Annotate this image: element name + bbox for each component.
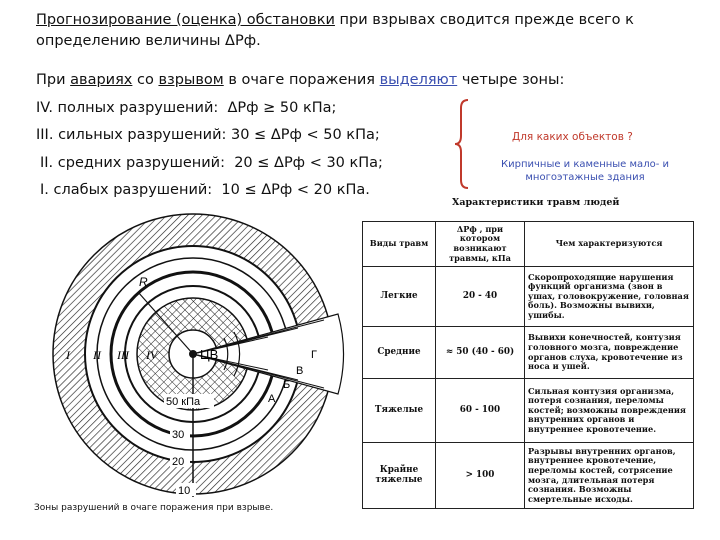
table-title: Характеристики травм людей [452,197,620,208]
zones-head-c: со [132,72,159,88]
col-header-type: Виды травм [363,222,436,267]
zone-text: слабых разрушений: [53,182,213,198]
cell-value: 60 - 100 [436,379,525,443]
brace-icon [452,98,476,190]
intro-dp: ΔРф [225,33,257,49]
zones-heading [36,72,564,88]
radius-label: R [139,275,148,289]
answer-label: Кирпичные и каменные мало- и многоэтажные здания [501,159,669,183]
zone-text: полных разрушений: [57,100,219,116]
scale-label-10: 10 [178,485,191,497]
zone-label-i: I [66,348,70,362]
intro-underlined: Прогнозирование (оценка) обстановки [36,12,335,28]
zones-head-g: четыре зоны: [457,72,565,88]
cell-desc: Скоропроходящие нарушения функций организма (звон в ушах, головокружение, головная боль). Возможны вывихи, ушибы. [525,267,694,327]
cell-value: > 100 [436,443,525,509]
link-vzryvom[interactable]: взрывом [158,72,224,88]
zone-condition: ΔРф ≥ 50 кПа; [227,100,337,116]
zones-head-a: При [36,72,71,88]
sector-label-b: Б [283,379,291,391]
cell-type: Средние [363,327,436,379]
center-label: ЦВ [200,347,219,362]
cell-desc: Разрывы внутренних органов, внутреннее кровотечение, переломы костей, сотрясение мозга, длительная потеря сознания. Возможны смертельные исходы. [525,443,694,509]
zones-head-e: в очаге поражения [223,72,380,88]
sector-label-g: Г [311,349,317,361]
zone-condition: 20 ≤ ΔРф < 30 кПа; [234,155,383,171]
scale-label-30: 30 [172,429,185,441]
cell-desc: Вывихи конечностей, контузия головного мозга, повреждение органов слуха, кровотечение из носа и ушей. [525,327,694,379]
scale-label-20: 20 [172,456,185,468]
zone-roman: III. [36,127,54,143]
cell-type: Легкие [363,267,436,327]
cell-type: Тяжелые [363,379,436,443]
col-header-pressure: ΔРф , при котором возникают травмы, кПа [436,222,525,267]
diagram-caption: Зоны разрушений в очаге поражения при взрыве. [34,503,274,513]
zone-condition: 10 ≤ ΔРф < 20 кПа. [221,182,370,198]
zone-line-ii [40,155,383,171]
table-row [363,327,694,379]
zone-label-ii: II [93,348,101,362]
intro-dot: . [256,33,261,49]
zone-roman: IV. [36,100,53,116]
zone-line-i [40,182,370,198]
zone-line-iii [36,127,380,143]
cell-value: 20 - 40 [436,267,525,327]
sector-label-v: В [296,365,304,377]
cell-desc: Сильная контузия организма, потеря сознания, переломы костей; возможны повреждения внутренних органов и внутреннее кровотечение. [525,379,694,443]
injury-table [362,221,694,509]
zone-condition: 30 ≤ ΔРф < 50 кПа; [231,127,380,143]
zone-roman: I. [40,182,49,198]
destruction-zones-diagram [28,212,358,502]
table-row [363,267,694,327]
zone-line-iv [36,100,336,116]
link-avariyah[interactable]: авариях [70,72,133,88]
scale-label-50: 50 кПа [166,396,201,408]
cell-value: ≈ 50 (40 - 60) [436,327,525,379]
col-header-desc: Чем характеризуются [525,222,694,267]
intro-text: при взрывах сводится прежде всего к определению величины [36,12,634,49]
intro-paragraph [36,10,696,52]
cell-type: Крайне тяжелые [363,443,436,509]
question-label: Для каких объектов ? [512,131,633,143]
table-row [363,443,694,509]
zone-label-iv: IV [146,348,158,362]
sector-label-a: А [268,393,276,405]
zone-roman: II. [40,155,54,171]
table-header-row [363,222,694,267]
link-vydelyayut[interactable]: выделяют [379,72,458,88]
zone-text: сильных разрушений: [58,127,227,143]
zone-text: средних разрушений: [57,155,225,171]
table-row [363,379,694,443]
zone-label-iii: III [117,348,129,362]
